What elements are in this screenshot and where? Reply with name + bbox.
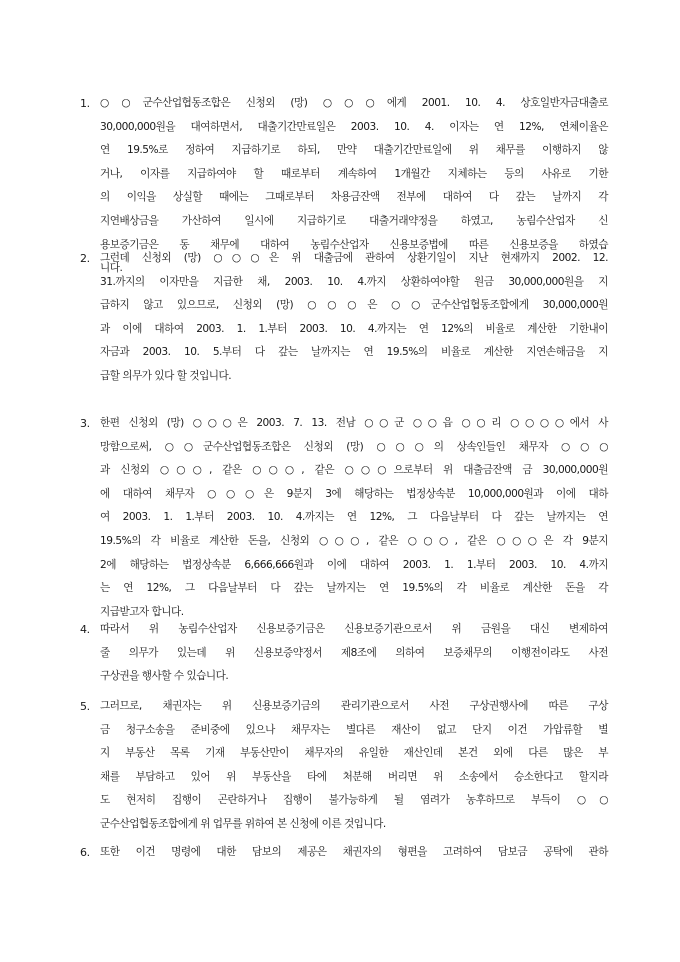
text-line: 지 부동산 목록 기재 부동산만이 채무자의 유일한 재산인데 본건 외에 다른 많은 부: [100, 747, 608, 760]
text-line: 지연배상금을 가산하여 일시에 지급하기로 대출거래약정을 하였고, 농림수산업자 신: [100, 214, 608, 227]
text-line: 급하지 않고 있으므로, 신청외 (망) ○○○은 ○○군수산업협동조합에게 30,000,000원: [100, 299, 608, 312]
text-line: 지급받고자 합니다.: [100, 605, 184, 618]
text-line: 구상권을 행사할 수 있습니다.: [100, 670, 229, 683]
text-line: 30,000,000원을 대여하면서, 대출기간만료일은 2003. 10. 4. 이자는 연 12%, 연체이율은: [100, 120, 608, 133]
paragraph-number: 1.: [80, 97, 90, 110]
text-line: 용보증기금은 동 채무에 대하여 농림수산업자 신용보증법에 따른 신용보증을 하였습: [100, 238, 608, 251]
text-line: 또한 이건 명령에 대한 담보의 제공은 채권자의 형편을 고려하여 담보금 공탁에 관하: [100, 846, 608, 858]
text-line: 한편 신청외 (망) ○○○은 2003. 7. 13. 전남 ○○군 ○○읍 ○○리 ○○○○에서 사: [100, 417, 608, 429]
text-line: 자금과 2003. 10. 5.부터 다 갚는 날까지는 연 19.5%의 비율로 계산한 지연손해금을 지: [100, 346, 608, 359]
text-line: 군수산업협동조합에게 위 업무를 위하여 본 신청에 이른 것입니다.: [100, 817, 386, 830]
text-line: 과 이에 대하여 2003. 1. 1.부터 2003. 10. 4.까지는 연 12%의 비율로 계산한 기한내이: [100, 322, 608, 335]
text-line: 니다.: [100, 262, 123, 275]
text-line: 줄 의무가 있는데 위 신용보증약정서 제8조에 의하여 보증채무의 이행전이라도 사전: [100, 646, 608, 659]
text-line: 는 연 12%, 그 다음날부터 다 갚는 날까지는 연 19.5%의 각 비율로 계산한 돈을 각: [100, 582, 608, 595]
text-line: 그런데 신청외 (망) ○○○은 위 대출금에 관하여 상환기일이 지난 현재까지 2002. 12.: [100, 252, 608, 264]
paragraph-text: [100, 412, 608, 624]
text-line: 급할 의무가 있다 할 것입니다.: [100, 369, 232, 382]
text-line: 2에 해당하는 법정상속분 6,666,666원과 이에 대하여 2003. 1. 1.부터 2003. 10. 4.까지: [100, 558, 608, 571]
text-line: 연 19.5%로 정하여 지급하기로 하되, 만약 대출기간만료일에 위 채무를 이행하지 않: [100, 144, 608, 157]
text-line: 채를 부담하고 있어 위 부동산을 타에 처분해 버리면 위 소송에서 승소한다고 할지라: [100, 770, 608, 783]
text-line: 금 청구소송을 준비중에 있으나 채무자는 별다른 재산이 없고 단지 이건 가압류할 별: [100, 723, 608, 736]
paragraph-number: 2.: [80, 252, 90, 265]
text-line: 19.5%의 각 비율로 계산한 돈을, 신청외 ○○○, 같은 ○○○, 같은 ○○○은 각 9분지: [100, 534, 608, 547]
text-line: 과 신청외 ○○○, 같은 ○○○, 같은 ○○○으로부터 위 대출금잔액 금 30,000,000원: [100, 464, 608, 477]
paragraph-number: 3.: [80, 417, 90, 430]
paragraph-number: 5.: [80, 700, 90, 713]
text-line: 그러므로, 채권자는 위 신용보증기금의 관리기관으로서 사전 구상권행사에 따른 구상: [100, 700, 608, 712]
paragraph-text: [100, 247, 608, 389]
text-line: 도 현저히 집행이 곤란하거나 집행이 불가능하게 될 염려가 농후하므로 부득이 ○○: [100, 794, 608, 807]
text-line: 의 이익을 상실할 때에는 그때로부터 차용금잔액 전부에 대하여 다 갚는 날까지 각: [100, 191, 608, 204]
text-line: 따라서 위 농림수산업자 신용보증기금은 신용보증기관으로서 위 금원을 대신 변제하여: [100, 623, 608, 635]
paragraph-number: 4.: [80, 623, 90, 636]
paragraph-text: [100, 841, 608, 865]
text-line: 에 대하여 채무자 ○○○은 9분지 3에 해당하는 법정상속분 10,000,000원과 이에 대하: [100, 487, 608, 500]
text-line: 거나, 이자를 지급하여야 할 때로부터 계속하여 1개월간 지체하는 등의 사유로 기한: [100, 167, 608, 180]
paragraph-text: [100, 618, 608, 689]
paragraph-number: 6.: [80, 846, 90, 859]
text-line: 망함으로써, ○○군수산업협동조합은 신청외 (망) ○○○의 상속인들인 채무자 ○○○: [100, 440, 608, 453]
text-line: ○○군수산업협동조합은 신청외 (망) ○○○에게 2001. 10. 4. 상호일반자금대출로: [100, 97, 608, 109]
paragraph-text: [100, 695, 608, 837]
text-line: 31.까지의 이자만을 지급한 채, 2003. 10. 4.까지 상환하여야할 원금 30,000,000원을 지: [100, 275, 608, 288]
text-line: 여 2003. 1. 1.부터 2003. 10. 4.까지는 연 12%, 그 다음날부터 다 갚는 날까지는 연: [100, 511, 608, 524]
